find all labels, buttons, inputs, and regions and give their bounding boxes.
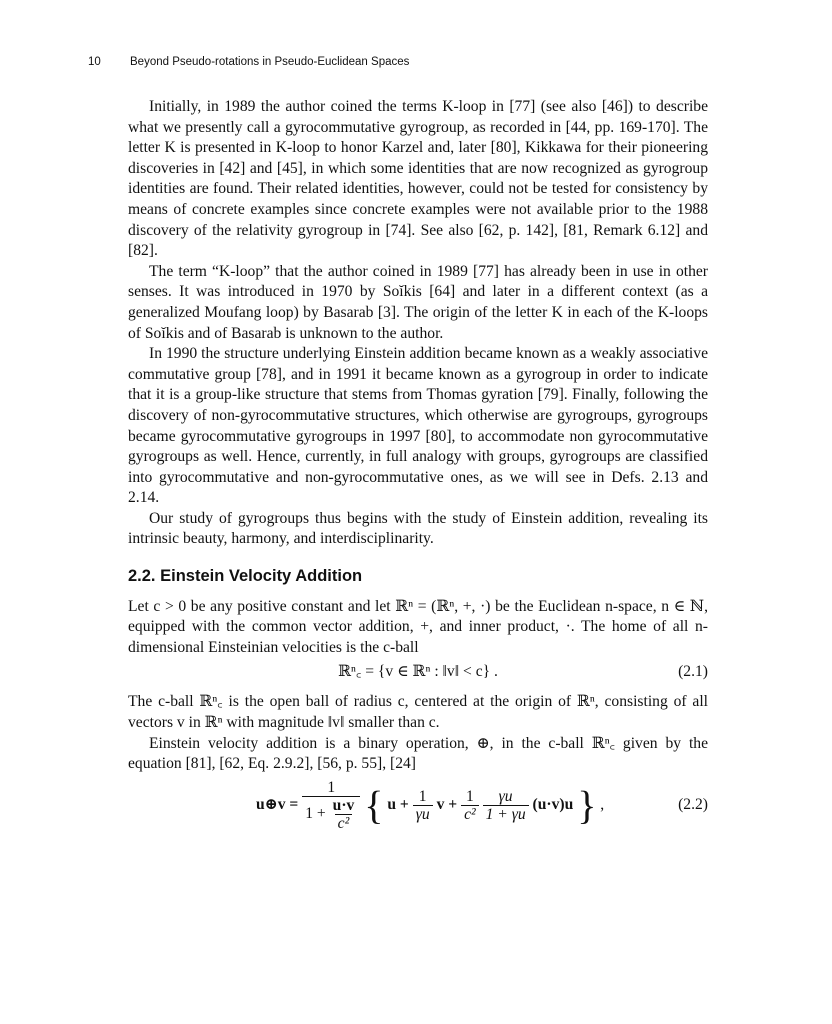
eq2-gamma-fraction xyxy=(302,779,360,832)
equation-2-1 xyxy=(128,662,708,692)
page-number: 10 xyxy=(88,56,101,68)
equation-2-1-body: ℝⁿ꜀ = {v ∈ ℝⁿ : ‖v‖ < c} . xyxy=(338,663,498,681)
eq2-frac-num: 1 xyxy=(327,778,336,796)
eq2-v-plus: v + xyxy=(436,795,458,813)
eq2-gamma-num: γu xyxy=(498,787,513,805)
eq2-one-plus: 1 + xyxy=(305,804,326,822)
equation-2-2-body xyxy=(256,779,604,832)
eq2-u-plus: u + xyxy=(387,795,409,813)
eq2-one-over-gamma xyxy=(413,788,433,823)
eq2-left-brace: { xyxy=(364,782,384,828)
paragraph-gyrogroup-naming: In 1990 the structure underlying Einstein addition became known as a weakly associative commutative group [78], and in 1991 it became known as a gyrogroup in order to indicate that it is a group-like structure that stems from Thomas gyration [79]. Finally, following the discovery of non-gyrocommutative structures, which otherwise are gyrogroups, gyrogroups became gyrocommutative gyrogroups in 1997 [80], to accommodate non gyrocommutative gyrogroups as well. Hence, currently, in full analogy with groups, gyrogroups are classified into gyrocommutative and non-gyrocommutative ones, as we will see in Defs. 2.13 and 2.14. xyxy=(128,345,708,507)
running-title: Beyond Pseudo-rotations in Pseudo-Euclidean Spaces xyxy=(130,56,410,68)
paragraph-cball-definition: Let c > 0 be any positive constant and let ℝⁿ = (ℝⁿ, +, ·) be the Euclidean n-space, n ∈ ℕ, equipped with the common vector addition, +, and inner product, ·. The home of all n-dimensional Einsteinian velocities is the c-ball xyxy=(128,597,708,656)
paragraph-study-intro: Our study of gyrogroups thus begins with the study of Einstein addition, revealing its intrinsic beauty, harmony, and interdisciplinarity. xyxy=(128,509,708,548)
paragraph-kloop-history: Initially, in 1989 the author coined the terms K-loop in [77] (see also [46]) to describe what we presently call a gyrocommutative gyrogroup, as recorded in [44, pp. 169-170]. The letter K is presented in K-loop to honor Karzel and, later [80], Kikkawa for their pioneering discoveries in [42] and [45], in which some identities that are now recognized as gyrogroup identities are found. Their related identities, however, could not be tested for consistency by means of concrete examples since concrete examples were not available prior to the 1988 discovery of the relativity gyrogroup in [74]. See also [62, p. 142], [81, Remark 6.12] and [82]. xyxy=(128,98,708,260)
eq2-gamma-over-one-plus-gamma xyxy=(483,788,529,823)
equation-2-2-number: (2.2) xyxy=(678,795,708,813)
eq2-one-plus-gamma: 1 + γu xyxy=(483,805,529,823)
equation-2-1-number: (2.1) xyxy=(678,663,708,681)
eq2-one-b: 1 xyxy=(418,787,427,805)
eq2-c2: c² xyxy=(335,814,353,832)
eq2-uvu: (u·v)u xyxy=(532,795,574,813)
equation-2-2 xyxy=(128,779,708,859)
body-text xyxy=(128,97,708,859)
paragraph-open-ball: The c-ball ℝⁿ꜀ is the open ball of radius c, centered at the origin of ℝⁿ, consisting of all vectors v in ℝⁿ with magnitude ‖v‖ smaller than c. xyxy=(128,693,708,732)
eq2-gamma-u: γu xyxy=(413,805,433,823)
eq2-c2b: c² xyxy=(461,805,479,823)
eq2-uv-over-c2 xyxy=(330,797,358,832)
eq2-one-c: 1 xyxy=(465,787,474,805)
paragraph-einstein-addition: Einstein velocity addition is a binary operation, ⊕, in the c-ball ℝⁿ꜀ given by the equation [81], [62, Eq. 2.9.2], [56, p. 55], [24] xyxy=(128,734,708,773)
eq2-right-brace: } xyxy=(577,782,597,828)
running-header xyxy=(88,56,708,68)
eq2-lhs: u⊕v = xyxy=(256,795,299,813)
paragraph-kloop-term: The term “K-loop” that the author coined in 1989 [77] has already been in use in other senses. It was introduced in 1970 by Soĭkis [64] and later in a different context (as a generalized Moufang loop) by Basarab [3]. The origin of the letter K in each of the K-loops of Soĭkis and of Basarab is unknown to the author. xyxy=(128,262,708,342)
eq2-uv: u·v xyxy=(332,796,355,814)
eq2-frac-den xyxy=(302,796,360,832)
eq2-one-over-c2 xyxy=(461,788,479,823)
eq2-comma: , xyxy=(600,795,605,813)
section-heading: 2.2. Einstein Velocity Addition xyxy=(128,567,363,586)
